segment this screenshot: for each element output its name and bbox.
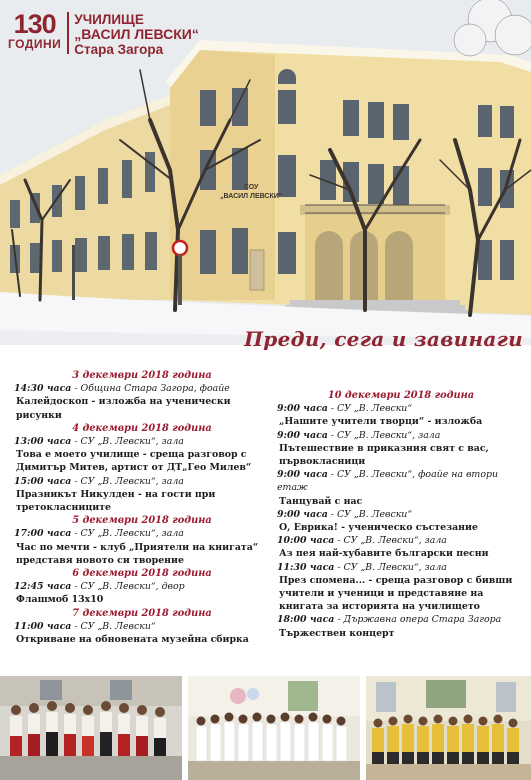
- entry-event: Откриване на обновената музейна сбирка: [16, 634, 249, 646]
- entry-place: - СУ „В. Левски“, зала: [334, 535, 447, 547]
- program-entry: [277, 402, 525, 428]
- day-heading: 3 декември 2018 година: [72, 370, 212, 381]
- entry-time: 14:30 часа: [14, 383, 72, 395]
- entry-event: Тържествен концерт: [279, 627, 395, 639]
- building-sign-line2: „ВАСИЛ ЛЕВСКИ“: [220, 193, 283, 200]
- entry-time: 9:00 часа: [277, 403, 328, 415]
- entry-place: - СУ „В. Левски“: [71, 620, 156, 632]
- day-heading: 4 декември 2018 година: [72, 422, 212, 434]
- entry-place: - Община Стара Загора, фоайе: [71, 383, 230, 395]
- program-entry: [14, 620, 270, 646]
- entry-place: - СУ „В. Левски“: [327, 508, 413, 520]
- logo-line1: УЧИЛИЩЕ: [74, 12, 144, 27]
- entry-event: Калейдоскоп - изложба на ученически рисунки: [16, 396, 231, 421]
- entry-event: „Нашите учители творци“ - изложба: [279, 416, 483, 428]
- entry-place: - СУ „В. Левски“, двор: [71, 581, 185, 593]
- entry-time: 9:00 часа: [277, 508, 328, 520]
- entry-time: 15:00 часа: [14, 475, 72, 487]
- entry-event: Час по мечти - клуб „Приятели на книгата“ представя новото си творение: [16, 541, 259, 566]
- program-entry: [277, 508, 525, 534]
- entry-place: - Държавна опера Стара Загора: [334, 614, 502, 626]
- entry-event: Празникът Никулден - на гости при третокласниците: [16, 488, 216, 514]
- entry-time: 9:00 часа: [277, 429, 328, 441]
- program-entry: [14, 382, 270, 422]
- entry-event: Пътешествие в приказния свят с вас, първокласници: [279, 442, 489, 468]
- building-sign: [220, 183, 282, 201]
- entry-place: - СУ „В. Левски“, зала: [327, 429, 441, 441]
- entry-event: О, Еврика! - ученическо състезание: [279, 522, 478, 534]
- school-building-photo: [0, 0, 531, 345]
- entry-time: 9:00 часа: [277, 469, 328, 481]
- entry-place: - СУ „В. Левски“, зала: [334, 561, 447, 573]
- students-yellow-photo: [366, 676, 531, 780]
- entry-time: 11:30 часа: [277, 561, 335, 573]
- entry-place: - СУ „В. Левски“, фоайе на втори етаж: [277, 469, 499, 494]
- program-entry: [277, 534, 525, 560]
- logo-line3: Стара Загора: [74, 42, 164, 57]
- entry-event: Флашмоб 13х10: [16, 594, 104, 606]
- entry-time: 10:00 часа: [277, 535, 335, 547]
- program-entry: [14, 580, 270, 606]
- building-sign-line1: СОУ: [243, 184, 259, 191]
- program-entry: [277, 429, 525, 469]
- logo-number: 130: [13, 9, 56, 39]
- logo-anniversary: [8, 9, 62, 51]
- school-logo: [8, 9, 199, 57]
- program-entry: [277, 561, 525, 614]
- program-entry: [14, 527, 270, 567]
- entry-event: През спомена... - среща разговор с бивши учители и ученици и представяне на книгата за историята на училището: [279, 574, 513, 613]
- entry-time: 18:00 часа: [277, 614, 335, 626]
- slogan-heading: Преди, сега и завинаги: [244, 327, 523, 351]
- entry-place: - СУ „В. Левски“: [327, 403, 413, 415]
- logo-school-name: [74, 12, 199, 57]
- logo-line2: „ВАСИЛ ЛЕВСКИ“: [74, 26, 199, 42]
- entry-place: - СУ „В. Левски“, зала: [71, 528, 184, 540]
- logo-divider: [67, 12, 69, 54]
- entry-event: Това е моето училище - среща разговор с Димитър Митев, артист от ДТ„Гео Милев“: [16, 449, 252, 474]
- entry-time: 13:00 часа: [14, 436, 72, 448]
- program-column-right: [277, 389, 525, 640]
- entry-event: Танцувай с нас: [279, 495, 363, 507]
- program-entry: [277, 613, 525, 639]
- entry-event: Аз пея най-хубавите български песни: [279, 548, 489, 560]
- students-hall-photo: [188, 676, 360, 780]
- entry-place: - СУ „В. Левски“, зала: [71, 475, 184, 487]
- entry-place: - СУ „В. Левски“, зала: [71, 436, 184, 448]
- day-heading: 5 декември 2018 година: [72, 515, 212, 527]
- program-entry: [14, 435, 270, 475]
- day-heading: 6 декември 2018 година: [72, 568, 212, 580]
- program-column-left: [14, 369, 270, 646]
- entry-time: 11:00 часа: [14, 620, 72, 632]
- day-heading: 10 декември 2018 година: [327, 390, 475, 401]
- program-entry: [277, 468, 525, 508]
- program-entry: [14, 475, 270, 515]
- entry-time: 17:00 часа: [14, 528, 72, 540]
- day-heading: 7 декември 2018 година: [72, 607, 212, 619]
- folk-dancers-photo: [0, 676, 182, 780]
- entry-time: 12:45 часа: [14, 581, 72, 593]
- logo-years: ГОДИНИ: [8, 37, 62, 51]
